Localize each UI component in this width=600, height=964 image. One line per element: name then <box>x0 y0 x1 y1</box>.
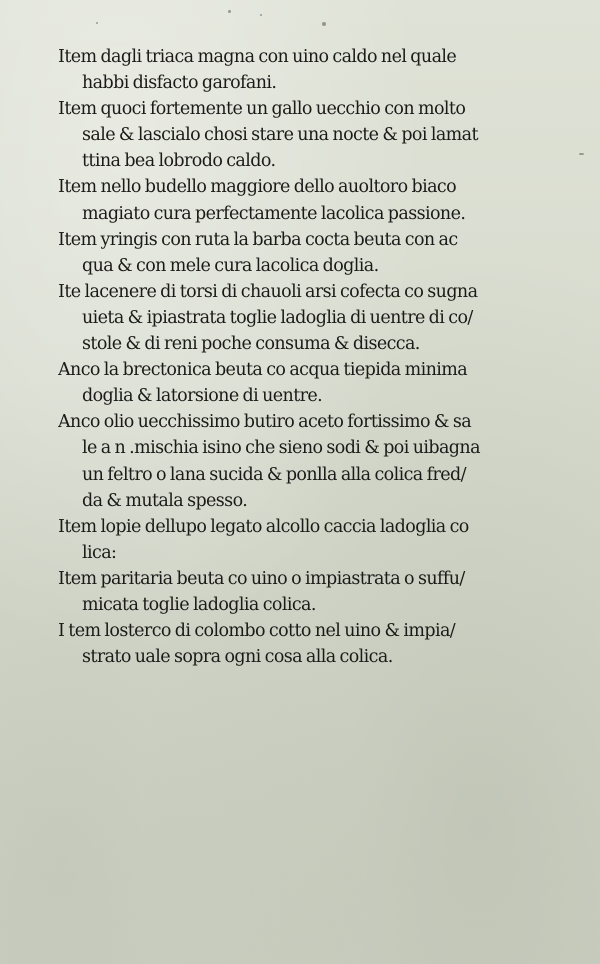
text-line: Item dagli triaca magna con uino caldo nel quale <box>58 47 457 67</box>
text-line: un feltro o lana sucida & ponlla alla colica fred/ <box>82 464 466 485</box>
text-line: I tem losterco di colombo cotto nel uino & impia/ <box>58 621 456 642</box>
ink-speck <box>579 153 584 155</box>
ink-speck <box>322 22 326 26</box>
ink-speck <box>228 10 231 13</box>
text-line: Item quoci fortemente un gallo uecchio con molto <box>58 99 466 120</box>
text-line: Item nello budello maggiore dello auoltoro biaco <box>58 177 457 198</box>
text-line: doglia & latorsione di uentre. <box>82 386 323 407</box>
ink-speck <box>260 14 262 16</box>
text-line: lica: <box>82 542 117 563</box>
text-line: ttina bea lobrodo caldo. <box>82 151 276 172</box>
text-line: strato uale sopra ogni cosa alla colica. <box>82 647 393 668</box>
text-line: le a n .mischia isino che sieno sodi & poi uibagna <box>82 438 480 459</box>
text-line: Anco olio uecchissimo butiro aceto fortissimo & sa <box>58 412 472 433</box>
text-line: qua & con mele cura lacolica doglia. <box>82 255 379 276</box>
text-line: Ite lacenere di torsi di chauoli arsi cofecta co sugna <box>58 281 478 302</box>
text-line: Anco la brectonica beuta co acqua tiepida minima <box>58 360 468 381</box>
text-line: Item paritaria beuta co uino o impiastrata o suffu/ <box>58 568 465 589</box>
text-line: Item lopie dellupo legato alcollo caccia ladoglia co <box>58 516 469 537</box>
text-line: Item yringis con ruta la barba cocta beuta con ac <box>58 229 458 250</box>
page-text <box>58 44 568 670</box>
ink-speck <box>96 22 98 24</box>
text-line: magiato cura perfectamente lacolica passione. <box>82 203 466 224</box>
text-line: da & mutala spesso. <box>82 490 248 511</box>
text-line: habbi disfacto garofani. <box>82 73 277 94</box>
text-line: stole & di reni poche consuma & disecca. <box>82 334 420 355</box>
text-line: uieta & ipiastrata toglie ladoglia di uentre di co/ <box>82 307 473 328</box>
text-line: micata toglie ladoglia colica. <box>82 594 316 615</box>
text-line: sale & lascialo chosi stare una nocte & poi lamat <box>82 125 478 146</box>
